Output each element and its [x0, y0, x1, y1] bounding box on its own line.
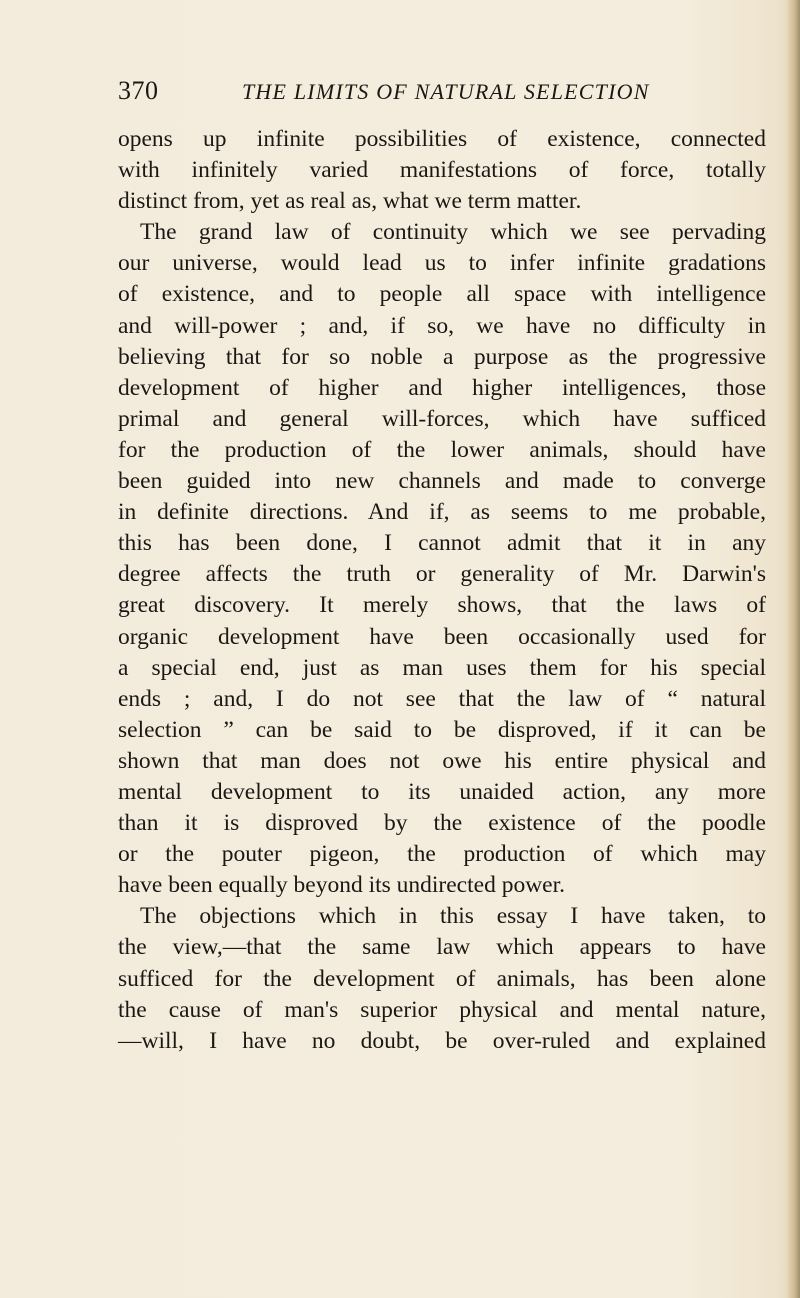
text-line-15: degree affects the truth or generality of Mr. Darwin's — [118, 561, 766, 588]
text-line-24: or the pouter pigeon, the production of which may — [118, 841, 766, 868]
text-line-26: The objections which in this essay I have taken, to — [140, 903, 766, 930]
text-line-9: development of higher and higher intelligences, those — [118, 374, 766, 401]
text-line-6: of existence, and to people all space with intelligence — [118, 281, 766, 308]
body-text — [118, 124, 766, 1057]
text-line-16: great discovery. It merely shows, that the laws of — [118, 592, 766, 619]
running-head: THE LIMITS OF NATURAL SELECTION — [242, 79, 650, 104]
text-line-27: the view,—that the same law which appears to have — [118, 934, 766, 961]
text-line-17: organic development have been occasionally used for — [118, 623, 766, 650]
text-line-29: the cause of man's superior physical and mental nature, — [118, 996, 766, 1023]
text-line-1: opens up infinite possibilities of existence, connected — [118, 126, 766, 152]
text-line-5: our universe, would lead us to infer infinite gradations — [118, 250, 766, 277]
text-line-21: shown that man does not owe his entire physical and — [118, 747, 766, 774]
text-line-2: with infinitely varied manifestations of force, totally — [118, 157, 766, 184]
text-line-23: than it is disproved by the existence of the poodle — [118, 810, 766, 837]
text-line-18: a special end, just as man uses them for his special — [118, 654, 766, 681]
text-line-7: and will-power ; and, if so, we have no difficulty in — [118, 312, 766, 339]
text-line-3: distinct from, yet as real as, what we term matter. — [118, 188, 582, 215]
page-header — [118, 76, 768, 116]
text-line-8: believing that for so noble a purpose as the progressive — [118, 343, 766, 370]
page-number: 370 — [118, 76, 159, 105]
text-line-20: selection ” can be said to be disproved, if it can be — [118, 716, 766, 743]
text-line-11: for the production of the lower animals, should have — [118, 436, 766, 463]
text-line-12: been guided into new channels and made to converge — [118, 468, 766, 495]
text-line-4: The grand law of continuity which we see pervading — [140, 219, 766, 246]
text-line-25: have been equally beyond its undirected power. — [118, 872, 566, 899]
text-line-22: mental development to its unaided action, any more — [118, 778, 766, 805]
text-line-19: ends ; and, I do not see that the law of “ natural — [118, 685, 766, 712]
text-line-14: this has been done, I cannot admit that it in any — [118, 530, 766, 557]
text-line-13: in definite directions. And if, as seems to me probable, — [118, 499, 766, 526]
text-line-10: primal and general will-forces, which have sufficed — [118, 405, 766, 432]
text-line-28: sufficed for the development of animals, has been alone — [118, 965, 766, 992]
text-line-30: —will, I have no doubt, be over-ruled and explained — [118, 1027, 766, 1054]
page-edge-shadow — [786, 0, 800, 1298]
